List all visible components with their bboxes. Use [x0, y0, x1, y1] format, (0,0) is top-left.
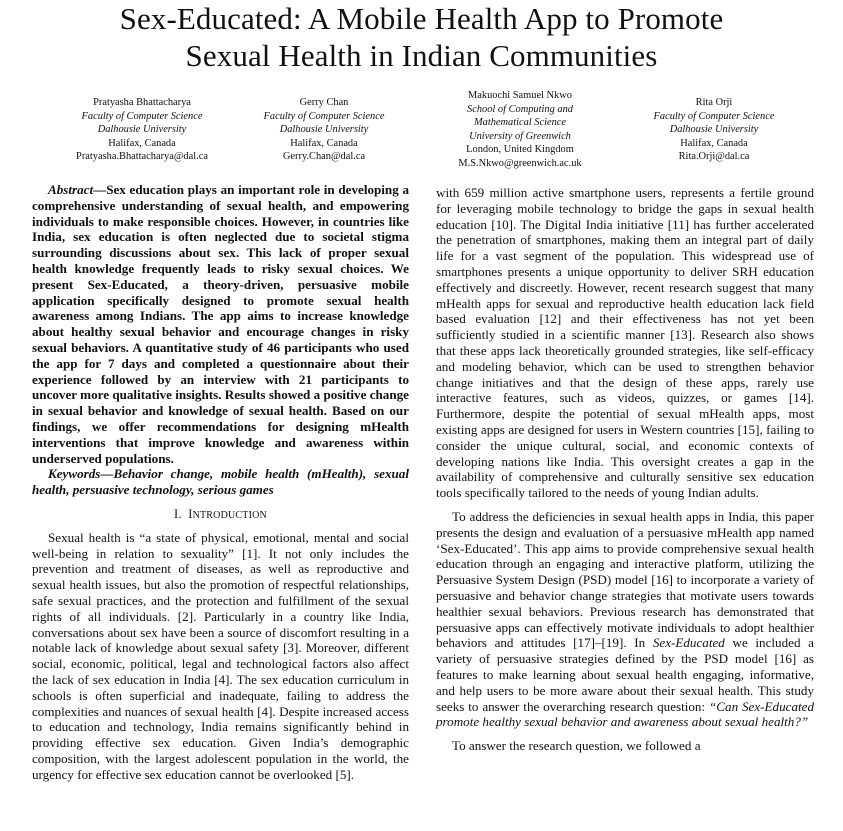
abstract	[32, 182, 409, 466]
app-name: Sex-Educated	[652, 635, 725, 651]
author-4	[614, 96, 814, 164]
author-email: M.S.Nkwo@greenwich.ac.uk	[458, 157, 582, 169]
author-department: Faculty of Computer Science	[263, 110, 385, 122]
paragraph-text: To address the deficiencies in sexual health apps in India, this paper presents the design and evaluation of a persuasive mHealth app named ‘Sex-Educated’. This app aims to provide comprehensive sexual health education through an engaging and interactive platform, utilizing the Persuasive System Design (PSD) model [16] to incorporate a variety of persuasive and behavior change strategies that motivate users towards healthier sexual behaviors. Previous research has demonstrated that persuasive apps can effectively motivate individuals to adopt healthier behaviors and attitudes [17]–[19]. In	[436, 508, 814, 651]
author-name: Makuochi Samuel Nkwo	[468, 90, 572, 101]
intro-paragraph: Sexual health is “a state of physical, emotional, mental and social well-being in relation to sexuality” [1]. It not only includes the prevention and treatment of diseases, as well as reproductive and sexual health issues, but also the promotion of respectful relationships, safe sexual practices, and the protection and fulfillment of the sexual rights of all individuals. [2]. Particularly in a country like India, conversations about sex have been a source of discomfort resulting in a notable lack of knowledge about sexual safety [3]. Moreover, different social, economic, political, legal and technological factors also affect the lack of sex education in India [4]. The sex education curriculum in schools is often superficial and inadequate, failing to address the complexities and nuances of sexual health [4]. Despite increased access to education and technology, India remains significantly behind in providing effective sex education. Given India’s demographic composition, with the largest adolescent population in the world, the urgency for effective sex education cannot be overlooked [5].	[32, 529, 409, 782]
author-organization: Dalhousie University	[669, 124, 759, 136]
author-location: Halifax, Canada	[680, 137, 748, 149]
keywords: Keywords—Behavior change, mobile health (mHealth), sexual health, persuasive technology, serious games	[32, 466, 409, 498]
body-paragraph: To answer the research question, we followed a	[452, 738, 701, 754]
author-email: Rita.Orji@dal.ca	[678, 151, 750, 163]
author-organization: Dalhousie University	[279, 124, 369, 136]
author-department: Mathematical Science	[473, 117, 567, 129]
abstract-label: Abstract	[48, 182, 94, 197]
author-3	[420, 89, 620, 171]
author-name: Pratyasha Bhattacharya	[93, 97, 191, 108]
author-location: Halifax, Canada	[290, 137, 358, 149]
research-question: “Can Sex-Educated promote healthy sexual behavior and awareness about sexual health?”	[436, 698, 814, 730]
section-numeral: I.	[174, 506, 182, 521]
author-2	[224, 96, 424, 164]
author-location: London, United Kingdom	[466, 144, 574, 156]
section-heading	[32, 507, 409, 524]
author-location: Halifax, Canada	[108, 137, 176, 149]
paper-title	[20, 0, 823, 74]
author-name: Gerry Chan	[299, 97, 349, 108]
author-block	[0, 89, 843, 174]
author-email: Pratyasha.Bhattacharya@dal.ca	[76, 151, 208, 163]
author-department: School of Computing and	[467, 103, 573, 115]
author-name: Rita Orji	[695, 97, 733, 108]
author-department: Faculty of Computer Science	[81, 110, 203, 122]
paragraph-text: we included a variety of persuasive strategies defined by the PSD model [16] as features to make learning about sexual health engaging, informative, and help users to be more aware about their sexual health. This study seeks to answer the overarching research question:	[436, 635, 814, 714]
body-paragraph: with 659 million active smartphone users, represents a fertile ground for leveraging mobile technology to bridge the gaps in sexual health education [10]. The Digital India initiative [11] has further accelerated the penetration of smartphones, making them an integral part of daily life for a vast segment of the population. This widespread use of smartphones presents a unique opportunity to deliver SRH education effectively and discreetly. However, recent research suggest that many mHealth apps for sexual and reproductive health education lack field based evaluation [12] and their effectiveness has not yet been sufficiently studied in a scientific manner [13]. Research also shows that these apps lack theoretically grounded strategies, like self-efficacy and modeling behavior, which can be used to strengthen behavior change initiatives and that the design of these apps, rarely use interactive features, such as videos, quizzes, or games [14]. Furthermore, despite the potential of sexual mHealth apps, most existing apps are designed for users in Western countries [15], failing to consider the unique cultural, social, and economic contexts of developing nations like India. This oversight creates a gap in the availability of comprehensive and culturally sensitive sex education tools specifically tailored to the needs of young Indian adults.	[436, 185, 814, 501]
section-initial: I	[188, 506, 193, 521]
title-line-2: Sexual Health in Indian Communities	[185, 38, 658, 73]
section-title-rest: NTRODUCTION	[192, 509, 267, 521]
title-line-1: Sex-Educated: A Mobile Health App to Promote	[119, 1, 724, 36]
author-organization: Dalhousie University	[97, 124, 187, 136]
abstract-text: —Sex education plays an important role in developing a comprehensive understanding of sexual health, and empowering individuals to make responsible choices. However, in countries like India, sex education is often neglected due to societal stigma surrounding discussions about sex. This lack of proper sexual health knowledge frequently leads to risky sexual choices. We present Sex-Educated, a theory-driven, persuasive mobile application specifically designed to promote sexual health awareness among Indians. The app aims to increase knowledge about healthy sexual behavior and encourage changes in risky sexual behaviors. A quantitative study of 46 participants who used the app for 7 days and completed a questionnaire about their experience followed by an interview with 21 participants to uncover more qualitative insights. Results showed a positive change in sexual behavior and knowledge of sexual health. Based on our findings, we offer recommendations for designing mHealth interventions that improve knowledge and awareness within underserved populations.	[32, 182, 409, 466]
author-1	[42, 96, 242, 164]
author-email: Gerry.Chan@dal.ca	[282, 151, 366, 163]
right-column	[436, 185, 814, 754]
author-organization: University of Greenwich	[469, 130, 571, 142]
body-paragraph	[436, 509, 814, 730]
left-column	[32, 182, 409, 782]
author-department: Faculty of Computer Science	[653, 110, 775, 122]
